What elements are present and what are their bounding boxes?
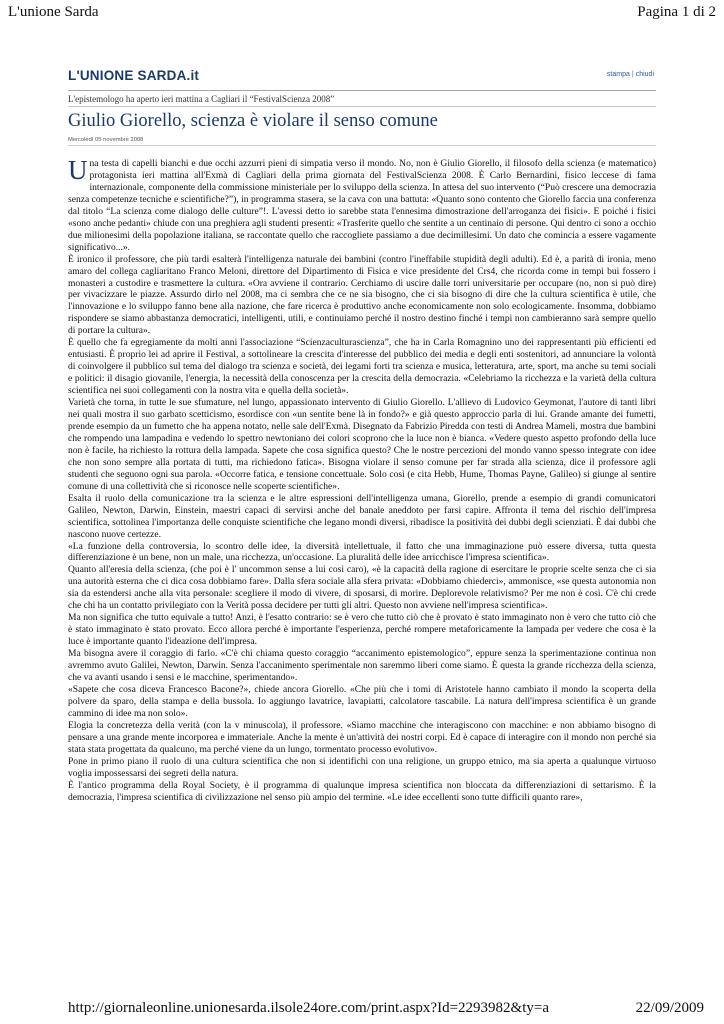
article-paragraph: «La funzione della controversia, lo scontro delle idee, la diversità intellettuale, il fatto che una immaginazione può essere diversa, tutta questa differenziazione è un bene, non un male, una ricchezza, un'occasione. La pluralità delle idee arricchisce l'impresa scientifica». [68,540,656,564]
article-paragraph [68,155,656,254]
print-footer-url: http://giornaleonline.unionesarda.ilsole24ore.com/print.aspx?Id=2293982&ty=a [68,1000,549,1016]
print-header-page-number: Pagina 1 di 2 [637,4,716,20]
article-paragraph: Varietà che torna, in tutte le sue sfumature, nel lungo, appassionato intervento di Giulio Giorello. L'allievo di Ludovico Geymonat, l'autore di tanti libri nei quali mostra il suo garbato scetticismo, esordisce con «un sentite bene là in fondo?» e già questo approccio parla di lui. Grande amante dei fumetti, prende esempio da un fumetto che ha appena notato, nelle sale dell'Exmà. Disegnato da Fabrizio Piredda con testi di Andrea Mameli, mostra due bambini che rompendo una lampadina e vedendo lo spettro newtoniano dei colori scoprono che la luce non è bianca. «Vedere questo aspetto profondo della luce non è facile, ha richiesto la rottura della lampada. Sapete che cosa significa questo? Che le nostre percezioni del mondo vanno spesso integrate con idee che non sono sempre alla portata di tutti, ma richiedono fatica». Bisogna violare il senso comune per far strada alla scienza, dice il professore agli studenti che seguono ogni sua parola. «Occorre fatica, e tensione concettuale. Solo così (e cita Hebb, Hume, Thomas Payne, Galileo) si giunge al sentire comune di una collettività che si riconosce nelle scoperte scientifiche». [68,397,656,492]
site-logo: L'UNIONE SARDA.it [68,68,200,83]
article-paragraph: È quello che fa egregiamente da molti anni l'associazione “Scienzaculturascienza”, che ha in Carla Romagnino uno dei rappresentanti più efficienti ed entusiasti. È proprio lei ad aprire il Festival, a sottolineare la crescita d'interesse del pubblico dei media e degli enti sostenitori, ad annunciare la volontà di coinvolgere il pubblico sul tema del dialogo tra scienza e società, dei legami forti tra scienza e musica, letteratura, arte, sport, ma anche su temi sociali e politici: il disagio giovanile, l'energia, la necessità della conoscenza per la crescita della democrazia. «Celebriamo la ricchezza e la varietà della cultura scientifica nei suoi collegamenti con la nostra vita e quella della società». [68,337,656,397]
article-paragraph: È l'antico programma della Royal Society, è il programma di qualunque impresa scientifica non bloccata da differenziazioni di settarismo. È la democrazia, l'impresa scientifica di civilizzazione nel senso più ampio del termine. «Le idee eccellenti sono tutte difficili quanto rare», [68,779,656,803]
article-kicker: L'epistemologo ha aperto ieri mattina a Cagliari il “FestivalScienza 2008” [68,94,656,107]
print-link[interactable]: stampa [606,71,630,78]
article-paragraph: Esalta il ruolo della comunicazione tra la scienza e le altre espressioni dell'intelligenza umana, Giorello, prende a esempio di grandi comunicatori Galileo, Newton, Darwin, Einstein, maestri capaci di servirsi anche del banale aneddoto per farsi capire. Affronta il tema del rischio dell'impresa scientifica, sottolinea l'importanza delle conquiste scientifiche che legano mondi diversi, ribadisce la positività dei dubbi degli scienziati. È dai dubbi che nascono nuove certezze. [68,492,656,540]
masthead [68,62,656,91]
article-paragraph: Ma bisogna avere il coraggio di farlo. «C'è chi chiama questo coraggio “accanimento epistemologico”, eppure senza la sperimentazione continua non avremmo avuto Galilei, Newton, Darwin. Senza l'accanimento sperimentale non saremmo liberi come siamo. È questa la grande ricchezza della scienza, che va avanti usando i sensi e le macchine, sperimentando». [68,648,656,683]
print-header-site: L'unione Sarda [8,4,99,20]
article-body [68,155,656,803]
article-title: Giulio Giorello, scienza è violare il senso comune [68,111,438,131]
drop-cap: U [68,155,88,185]
article-tools [607,71,654,78]
article-paragraph: Quanto all'eresia della scienza, (che poi è l' uncommon sense a lui così caro), «è la capacità della ragione di esercitare le proprie scelte senza che ci sia una autorità esterna che ci dica cosa dobbiamo fare». Dalla sfera sociale alla sfera privata: «Dobbiamo chiederci», ammonisce, «se questa autonomia non sia da estendersi anche alla vita personale: scegliere il modo di vivere, di sposarsi, di morire. Deplorevole relativismo? Per me non è così. C'è chi crede che chi ha un contatto privilegiato con la Verità possa decidere per tutti gli altri. Questo non avviene nell'impresa scientifica». [68,564,656,612]
article-paragraph: Elogia la concretezza della verità (con la v minuscola), il professore. «Siamo macchine che interagiscono con macchine: e non abbiamo bisogno di pensare a una grande mente incorporea e immateriale. Anche la mente è un'attività dei nostri corpi. Ed è capace di interagire con il mondo non perché sia stata stata progettata da qualcuno, ma perché viene da un lungo, tormentato processo evolutivo». [68,719,656,755]
article-paragraph: Ma non significa che tutto equivale a tutto! Anzi, è l'esatto contrario: se è vero che tutto ciò che è provato è stato immaginato non è vero che tutto ciò che è stato immaginato è stato provato. Ecco allora perché è importante l'esperienza, perché rompere metaforicamente la lampada per vedere che cosa è la luce è importante quanto l'ideazione dell'impresa. [68,612,656,648]
print-header [0,0,724,28]
article-sheet [68,62,656,803]
tools-separator: | [631,71,634,78]
article-paragraph: È ironico il professore, che più tardi esalterà l'intelligenza naturale dei bambini (contro l'ineffabile stupidità degli adulti). Ed è, a parità di ironia, meno amaro del collega cagliaritano Franco Meloni, direttore del Dipartimento di Fisica e vice presidente del Crs4, che ricorda come in tempi bui fossero i monasteri a custodire e trasmettere la cultura. «Ora avviene il contrario. Cerchiamo di uscire dalle torri universitarie per occupare (no, non si può dire) per vivacizzare le piazze. Assurdo dirlo nel 2008, ma ci sembra che ce ne sia bisogno, che ci sia bisogno di dire che la cultura scientifica è utile, che l'innovazione e lo sviluppo fanno bene alla nazione, che fare ricerca è produttivo anche economicamente non solo ecologicamente. Insomma, dobbiamo rispondere se siamo abbastanza democratici, intelligenti, utili, e continuiamo perché il nostro destino finché i tempi non cambieranno sarà sempre quello di portare la cultura». [68,253,656,337]
article-paragraph: Pone in primo piano il ruolo di una cultura scientifica che non si identifichi con una religione, un gruppo etnico, ma sia aperta a qualunque virtuoso voglia impossessarsi dei segreti della natura. [68,755,656,779]
print-footer-date: 22/09/2009 [635,1000,704,1016]
article-date: Mercoledì 05 novembre 2008 [68,137,656,146]
article-paragraph-text: na testa di capelli bianchi e due occhi azzurri pieni di simpatia verso il mondo. No, non è Giulio Giorello, il filosofo della scienza (e matematico) protagonista ieri mattina all'Exmà di Cagliari della prima giornata del FestivalScienza 2008. È Carlo Bernardini, fisico leccese di fama internazionale, componente della commissione ministeriale per lo sviluppo della scienza. In attesa del suo intervento (“Può crescere una democrazia senza competenze tecniche e scientifiche?”), in programma stasera, se la cava con una battuta: «Quanto sono contento che Giorello faccia una conferenza dal titolo “La scienza come dialogo delle culture”!. L'avessi detto io sarebbe stata l'ennesima dimostrazione dell'arroganza dei fisici». E poiché i fisici «sono anche pedanti» chiude con una preghiera agli studenti presenti: «Trasferite quello che sentite a un centinaio di persone. Qui dentro ci sono a occhio due milionesimi della popolazione italiana, se raccontate quello che raccogliete passiamo a due decimillesimi. Un dato che comincia a essere vagamente significativo...». [68,158,656,253]
close-link[interactable]: chiudi [635,71,654,78]
article-paragraph: «Sapete che cosa diceva Francesco Bacone?», chiede ancora Giorello. «Che più che i tomi di Aristotele hanno cambiato il mondo la scoperta della polvere da sparo, della stampa e della bussola. Io aggiungo lavatrice, lavapiatti, calcolatore tascabile. La natura dell'impresa scientifica è un grande cammino di idee ma non solo». [68,683,656,719]
print-footer [0,996,724,1024]
